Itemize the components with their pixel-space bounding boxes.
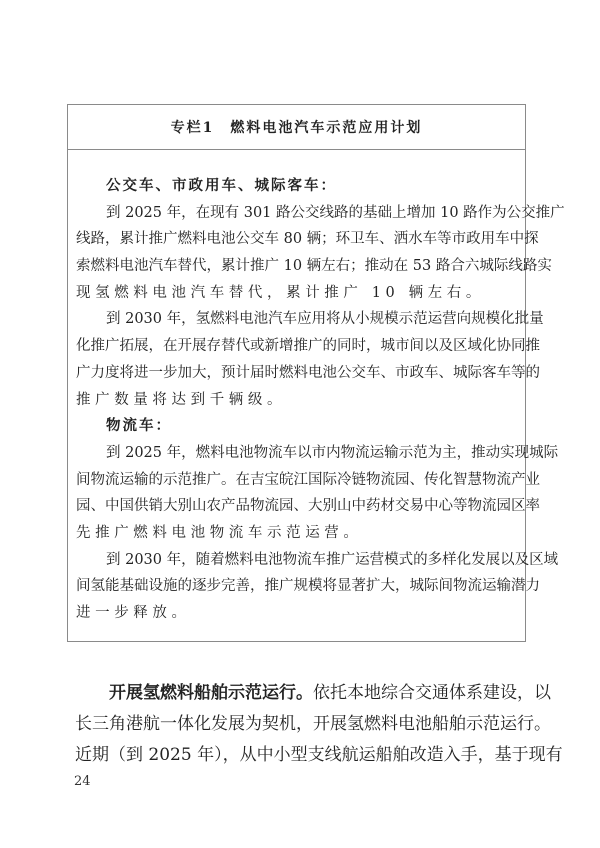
text-line: 到 2025 年，燃料电池物流车以市内物流运输示范为主，推动实现城际 [106,444,559,461]
text-line: 近期（到 2025 年），从中小型支线航运船舶改造入手，基于现有 [75,745,563,765]
feature-box [67,104,565,642]
text-line: 索燃料电池汽车替代，累计推广 10 辆左右；推动在 53 路合六城际线路实 [76,258,552,275]
section-heading: 物流车： [106,417,172,435]
text-line: 园、中国供销大别山农产品物流园、大别山中药材交易中心等物流园区率 [76,498,540,515]
body-paragraph [75,678,563,771]
paragraph-lead: 开展氢燃料船舶示范运行。 [109,683,313,703]
text-line: 间氢能基础设施的逐步完善，推广规模将显著扩大，城际间物流运输潜力 [76,578,540,595]
text-line: 线路，累计推广燃料电池公交车 80 辆；环卫车、洒水车等市政用车中探 [76,231,539,248]
box-title: 专栏1 燃料电池汽车示范应用计划 [68,105,525,150]
text-line: 先推广燃料电池物流车示范运营。 [76,524,363,541]
text-line: 推广数量将达到千辆级。 [76,391,287,408]
text-span: 依托本地综合交通体系建设，以 [313,683,551,703]
section-heading: 公交车、市政用车、城际客车： [106,177,337,194]
text-line: 到 2030 年，氢燃料电池汽车应用将从小规模示范运营向规模化批量 [106,311,544,328]
text-line: 长三角港航一体化发展为契机，开展氢燃料电池船舶示范运行。 [75,714,551,734]
text-line: 间物流运输的示范推广。在吉宝皖江国际冷链物流园、传化智慧物流产业 [76,471,540,488]
text-line: 现氢燃料电池汽车替代，累计推广 10 辆左右。 [76,284,485,301]
text-line: 进一步释放。 [76,605,191,621]
text-line: 到 2025 年，在现有 301 路公交线路的基础上增加 10 路作为公交推广 [106,204,565,221]
text-line [75,678,551,709]
text-line: 化推广拓展，在开展存替代或新增推广的同时，城市间以及区域化协同推 [76,338,540,355]
box-body [76,173,565,627]
page-number: 24 [74,774,91,789]
text-line: 到 2030 年，随着燃料电池物流车推广运营模式的多样化发展以及区域 [106,551,559,568]
text-line: 广力度将进一步加大，预计届时燃料电池公交车、市政车、城际客车等的 [76,364,540,381]
